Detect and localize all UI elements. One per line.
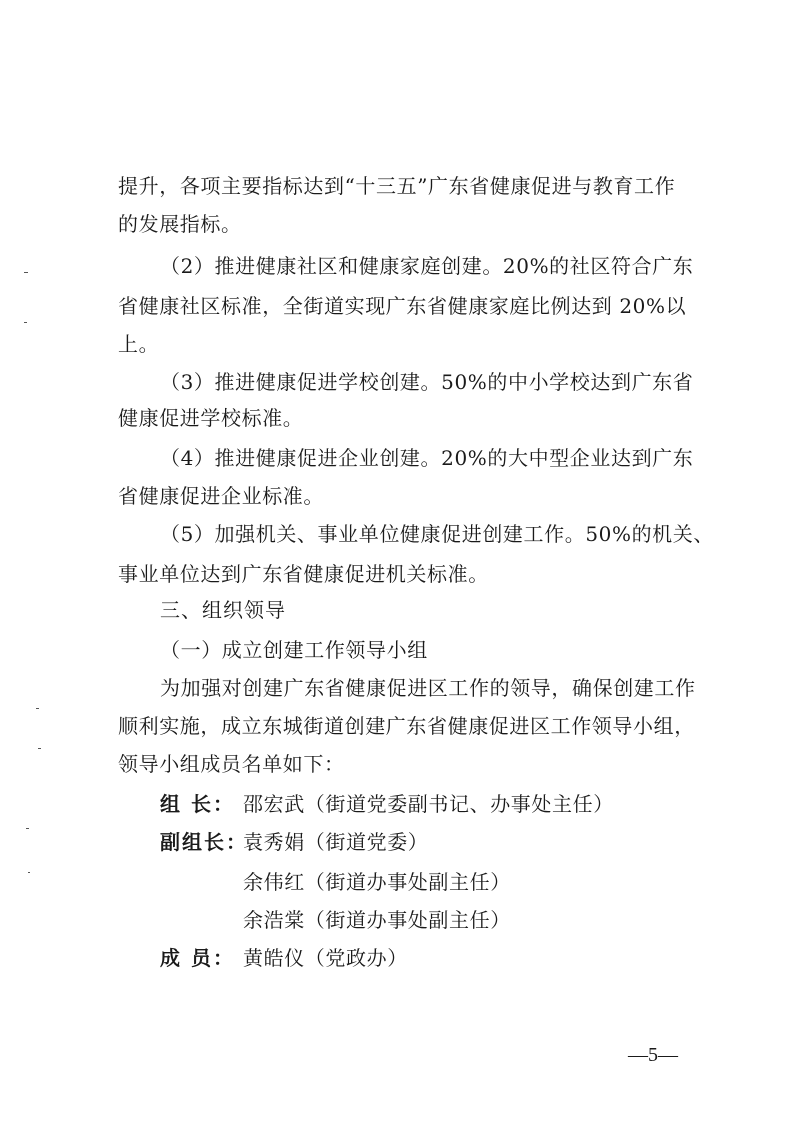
- member-name: 黄皓仪（党政办）: [243, 946, 408, 970]
- item-4-line-2: 省健康促进企业标准。: [118, 484, 324, 508]
- scan-speck: [24, 322, 27, 323]
- deputy-label: 副组长：: [160, 830, 248, 854]
- scan-speck: [24, 272, 28, 273]
- page-number: —5—: [628, 1044, 678, 1066]
- item-3-line-1: （3）推进健康促进学校创建。50%的中小学校达到广东省: [160, 370, 694, 394]
- item-4-line-1: （4）推进健康促进企业创建。20%的大中型企业达到广东: [160, 446, 694, 470]
- subsection-heading: （一）成立创建工作领导小组: [160, 638, 428, 662]
- para-line-1: 为加强对创建广东省健康促进区工作的领导，确保创建工作: [160, 676, 696, 700]
- body-line-2: 的发展指标。: [118, 212, 242, 236]
- item-2-line-3: 上。: [118, 332, 160, 356]
- item-5-line-1: （5）加强机关、事业单位健康促进创建工作。50%的机关、: [160, 522, 714, 546]
- leader-name: 邵宏武（街道党委副书记、办事处主任）: [243, 792, 614, 816]
- para-line-2: 顺利实施，成立东城街道创建广东省健康促进区工作领导小组，: [118, 714, 695, 738]
- scan-speck: [38, 748, 41, 749]
- item-3-line-2: 健康促进学校标准。: [118, 406, 304, 430]
- item-2-line-2: 省健康社区标准，全街道实现广东省健康家庭比例达到 20%以: [118, 294, 687, 318]
- leader-label: 组 长：: [160, 792, 235, 816]
- deputy-name-3: 余浩棠（街道办事处副主任）: [243, 908, 511, 932]
- member-label: 成 员：: [160, 946, 235, 970]
- section-heading: 三、组织领导: [160, 598, 286, 622]
- scan-speck: [28, 872, 30, 873]
- para-line-3: 领导小组成员名单如下：: [118, 752, 345, 776]
- scan-speck: [26, 828, 29, 829]
- deputy-name-2: 余伟红（街道办事处副主任）: [243, 870, 511, 894]
- deputy-name-1: 袁秀娟（街道党委）: [243, 830, 429, 854]
- scan-speck: [36, 708, 39, 709]
- body-line-1: 提升，各项主要指标达到“十三五”广东省健康促进与教育工作: [118, 174, 676, 198]
- item-5-line-2: 事业单位达到广东省健康促进机关标准。: [118, 562, 489, 586]
- item-2-line-1: （2）推进健康社区和健康家庭创建。20%的社区符合广东: [160, 254, 694, 278]
